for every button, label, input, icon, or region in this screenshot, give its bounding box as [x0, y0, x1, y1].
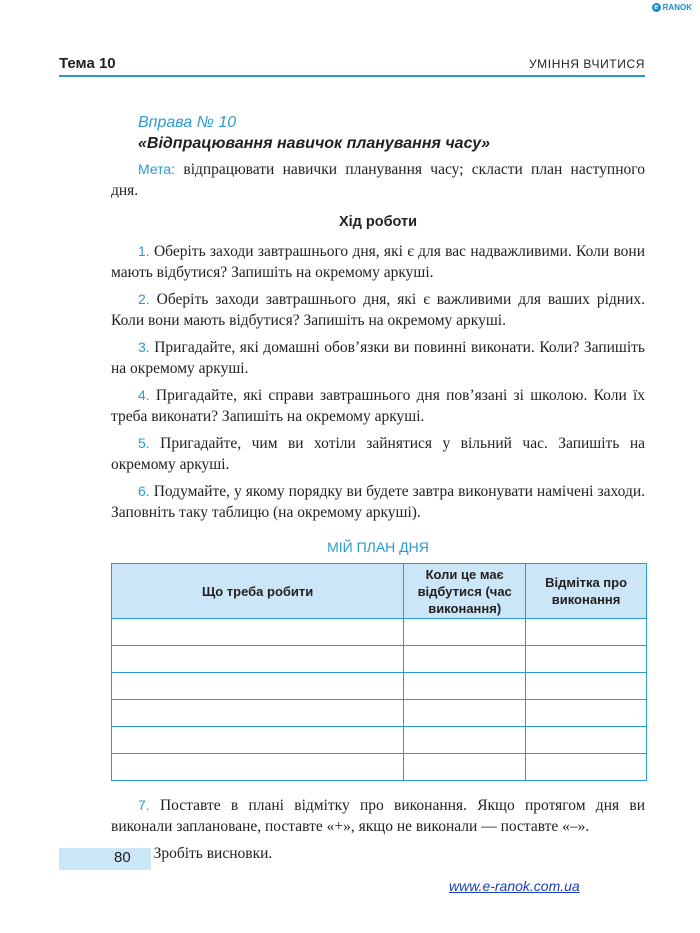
step-item: [111, 385, 645, 427]
step-text: Поставте в плані відмітку про виконання. Якщо протягом дня ви виконали заплановане, поставте «+», якщо не виконали — поставте «–».: [111, 797, 646, 835]
exercise-goal: [111, 159, 645, 201]
exercise-number: Вправа № 10: [138, 114, 237, 131]
topic-title: Тема 10: [59, 55, 116, 72]
table-cell: [112, 727, 404, 754]
table-cell: [112, 619, 404, 646]
procedure-heading: Хід роботи: [338, 214, 418, 230]
step-item: [111, 337, 645, 379]
step-number: 5.: [138, 435, 150, 451]
step-text: Подумайте, у якому порядку ви будете завтра виконувати намічені заходи. Заповніть таку таблицю (на окремому аркуші).: [111, 483, 646, 521]
table-row: [112, 754, 647, 781]
table-cell: [526, 646, 647, 673]
goal-text: відпрацювати навички планування часу; скласти план наступного дня.: [111, 161, 645, 199]
page-content: [111, 113, 645, 864]
step-item: [111, 433, 645, 475]
step-number: 4.: [138, 387, 150, 403]
step-text: Пригадайте, які справи завтрашнього дня пов’язані зі школою. Коли їх треба виконати? Запишіть на окремому аркуші.: [111, 387, 646, 425]
column-header-time: Коли це має відбутися (час виконання): [404, 564, 526, 619]
table-title: МІЙ ПЛАН ДНЯ: [327, 539, 429, 555]
table-cell: [404, 646, 526, 673]
table-row: [112, 700, 647, 727]
step-text: Пригадайте, чим ви хотіли зайнятися у вільний час. Запишіть на окремому аркуші.: [111, 435, 645, 473]
header-rule: [59, 75, 645, 77]
column-header-done: Відмітка про виконання: [526, 564, 647, 619]
page-number: 80: [114, 849, 131, 866]
page-number-bar: [59, 848, 151, 870]
table-cell: [404, 700, 526, 727]
table-header-row: [112, 564, 647, 619]
step-item: [111, 241, 645, 283]
publisher-website-link[interactable]: www.e-ranok.com.ua: [449, 878, 580, 894]
table-cell: [112, 673, 404, 700]
table-row: [112, 673, 647, 700]
steps-list: [111, 241, 645, 523]
table-cell: [526, 700, 647, 727]
step-number: 7.: [138, 797, 150, 813]
final-steps-list: [111, 795, 645, 864]
table-cell: [404, 619, 526, 646]
exercise-title: «Відпрацювання навичок планування часу»: [138, 135, 491, 152]
table-cell: [112, 754, 404, 781]
day-plan-table: [111, 563, 647, 781]
column-header-task: Що треба робити: [112, 564, 404, 619]
table-cell: [526, 727, 647, 754]
step-text: Оберіть заходи завтрашнього дня, які є важливими для ваших рідних. Коли вони мають відбутися? Запишіть на окремому аркуші.: [111, 291, 645, 329]
step-number: 3.: [138, 339, 150, 355]
table-row: [112, 619, 647, 646]
table-cell: [404, 754, 526, 781]
step-item: [111, 795, 645, 837]
table-cell: [112, 700, 404, 727]
table-cell: [404, 727, 526, 754]
logo-mark-icon: e: [652, 3, 661, 12]
step-number: 6.: [138, 483, 150, 499]
table-cell: [404, 673, 526, 700]
page-header: [59, 53, 645, 77]
step-number: 1.: [138, 243, 150, 259]
step-item: [111, 843, 645, 864]
section-title: УМІННЯ ВЧИТИСЯ: [528, 57, 645, 71]
step-item: [111, 481, 645, 523]
table-cell: [526, 754, 647, 781]
step-text: Оберіть заходи завтрашнього дня, які є для вас надважливими. Коли вони мають відбутися? Запишіть на окремому аркуші.: [111, 243, 646, 281]
table-row: [112, 646, 647, 673]
step-item: [111, 289, 645, 331]
logo-text: RANOK: [662, 3, 692, 12]
goal-label: Мета:: [138, 161, 176, 177]
table-cell: [526, 619, 647, 646]
step-text: Пригадайте, які домашні обов’язки ви повинні виконати. Коли? Запишіть на окремому аркуші.: [111, 339, 645, 377]
step-number: 2.: [138, 291, 150, 307]
step-text: Зробіть висновки.: [153, 845, 273, 862]
table-cell: [526, 673, 647, 700]
table-row: [112, 727, 647, 754]
publisher-logo: [652, 3, 692, 12]
table-cell: [112, 646, 404, 673]
